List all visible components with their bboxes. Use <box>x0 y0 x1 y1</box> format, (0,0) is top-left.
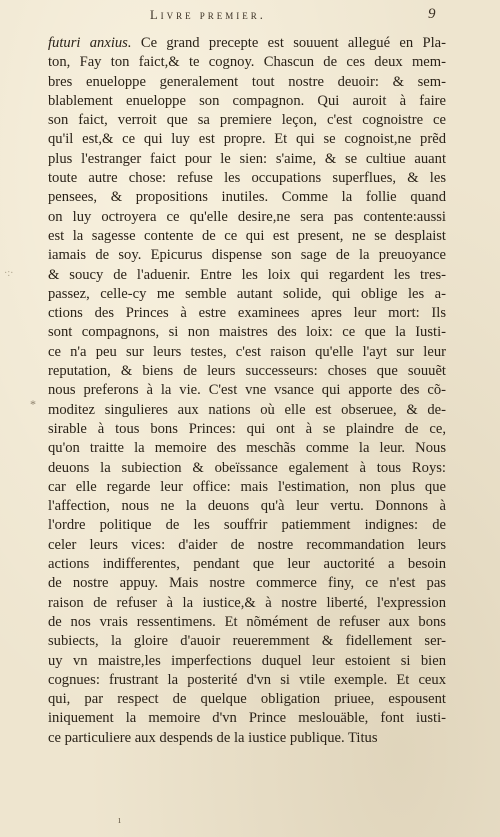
text-line: pensees, & propositions inutiles. Comme la follie quand <box>48 189 446 206</box>
text-line: blablement enueloppe son compagnon. Qui auroit à faire <box>48 92 446 109</box>
text-line: ce particuliere aux despends de la iustice publique. Titus <box>48 729 378 746</box>
text-line: de nostre appuy. Mais nostre commerce finy, ce n'est pas <box>48 575 446 592</box>
text-line: l'affection, nous ne la deuons qu'à leur vertu. Donnons à <box>48 498 446 515</box>
text-line: actions indifferentes, pendant que leur auctorité a besoin <box>48 556 446 573</box>
text-line: nous preferons à la vie. C'est vne vsance qui apporte des cõ- <box>48 382 446 399</box>
text-line: uy vn maistre,les imperfections duquel leur estoient si bien <box>48 652 446 669</box>
text-line: iamais de soy. Epicurus dispense son sage de la preuoyance <box>48 247 446 264</box>
text-line: l'ordre politique de les souffrir patiemment indignes: de <box>48 517 446 534</box>
text-line: plus l'estranger faict pour le sien: s'aime, & se cultiue auant <box>48 150 446 167</box>
margin-smudge-icon: ·:· <box>4 268 14 279</box>
text-line: raison de refuser à la iustice,& à nostre liberté, l'expression <box>48 594 446 611</box>
text-line: qui, par respect de quelque obligation priuee, espousent <box>48 691 446 708</box>
text-line: sont compagnons, si non maistres des loix: ce que la Iusti- <box>48 324 446 341</box>
text-line: futuri anxius. Ce grand precepte est souuent allegué en Pla- <box>48 35 446 51</box>
text-line: qu'on traitte la memoire des meschãs comme la leur. Nous <box>48 440 446 457</box>
page-blemish-icon: ı <box>118 814 122 826</box>
text-line: car elle regarde leur office: mais l'estimation, non plus que <box>48 478 446 495</box>
text-line: deuons la subiection & obeïssance egalement à tous Roys: <box>48 459 446 476</box>
text-body <box>48 34 446 748</box>
text-line: ton, Fay ton faict,& te cognoy. Chascun de ces deux mem- <box>48 54 446 71</box>
text-line: sirable à tous bons Princes: qui ont à se plaindre de ce, <box>48 420 446 437</box>
margin-asterisk-icon: * <box>30 397 36 411</box>
text-line: cognues: frustrant la posterité d'vn si vtile exemple. Et ceux <box>48 671 446 688</box>
text-line: on luy octroyera ce qu'elle desire,ne sera pas contente:aussi <box>48 208 446 225</box>
latin-phrase: futuri anxius. <box>48 35 132 51</box>
text-line: de nos vrais ressentimens. Et nõmément de refuser aux bons <box>48 613 446 630</box>
text-line: celer leurs vices: d'aider de nostre recommandation leurs <box>48 536 446 553</box>
text-line: subiects, la gloire d'auoir reueremment & fidellement ser- <box>48 633 446 650</box>
text-line: iniquement la memoire d'vn Prince meslouäble, font iusti- <box>48 710 446 727</box>
text-line: moditez singulieres aux nations où elle est obseruee, & de- <box>48 401 446 418</box>
text-line: qu'il est,& ce qui luy est propre. Et qui se cognoist,ne prẽd <box>48 131 446 148</box>
text-line: reputation, & biens de leurs successeurs: choses que souuẽt <box>48 363 446 380</box>
text-line: bres enueloppe generalement tout nostre deuoir: & sem- <box>48 73 446 90</box>
text-line: & soucy de l'aduenir. Entre les loix qui regardent les tres- <box>48 266 446 283</box>
running-header <box>150 8 440 23</box>
text-line: passez, celle-cy me semble autant solide, qui oblige les a- <box>48 285 446 302</box>
text-line: ctions des Princes à estre examinees apres leur mort: Ils <box>48 305 446 322</box>
text-line: son faict, verroit que sa premiere leçon, c'est cognoistre ce <box>48 112 446 129</box>
page-number: 9 <box>428 6 436 22</box>
text-line: toute autre chose: refuse les occupations superflues, & les <box>48 170 446 187</box>
running-title: Livre premier. <box>150 8 266 22</box>
text-line: ce n'a peu sur leurs testes, c'est raison qu'elle l'ayt sur leur <box>48 343 446 360</box>
text-line: est la sagesse contente de ce qui est present, ne se desplaist <box>48 227 446 244</box>
